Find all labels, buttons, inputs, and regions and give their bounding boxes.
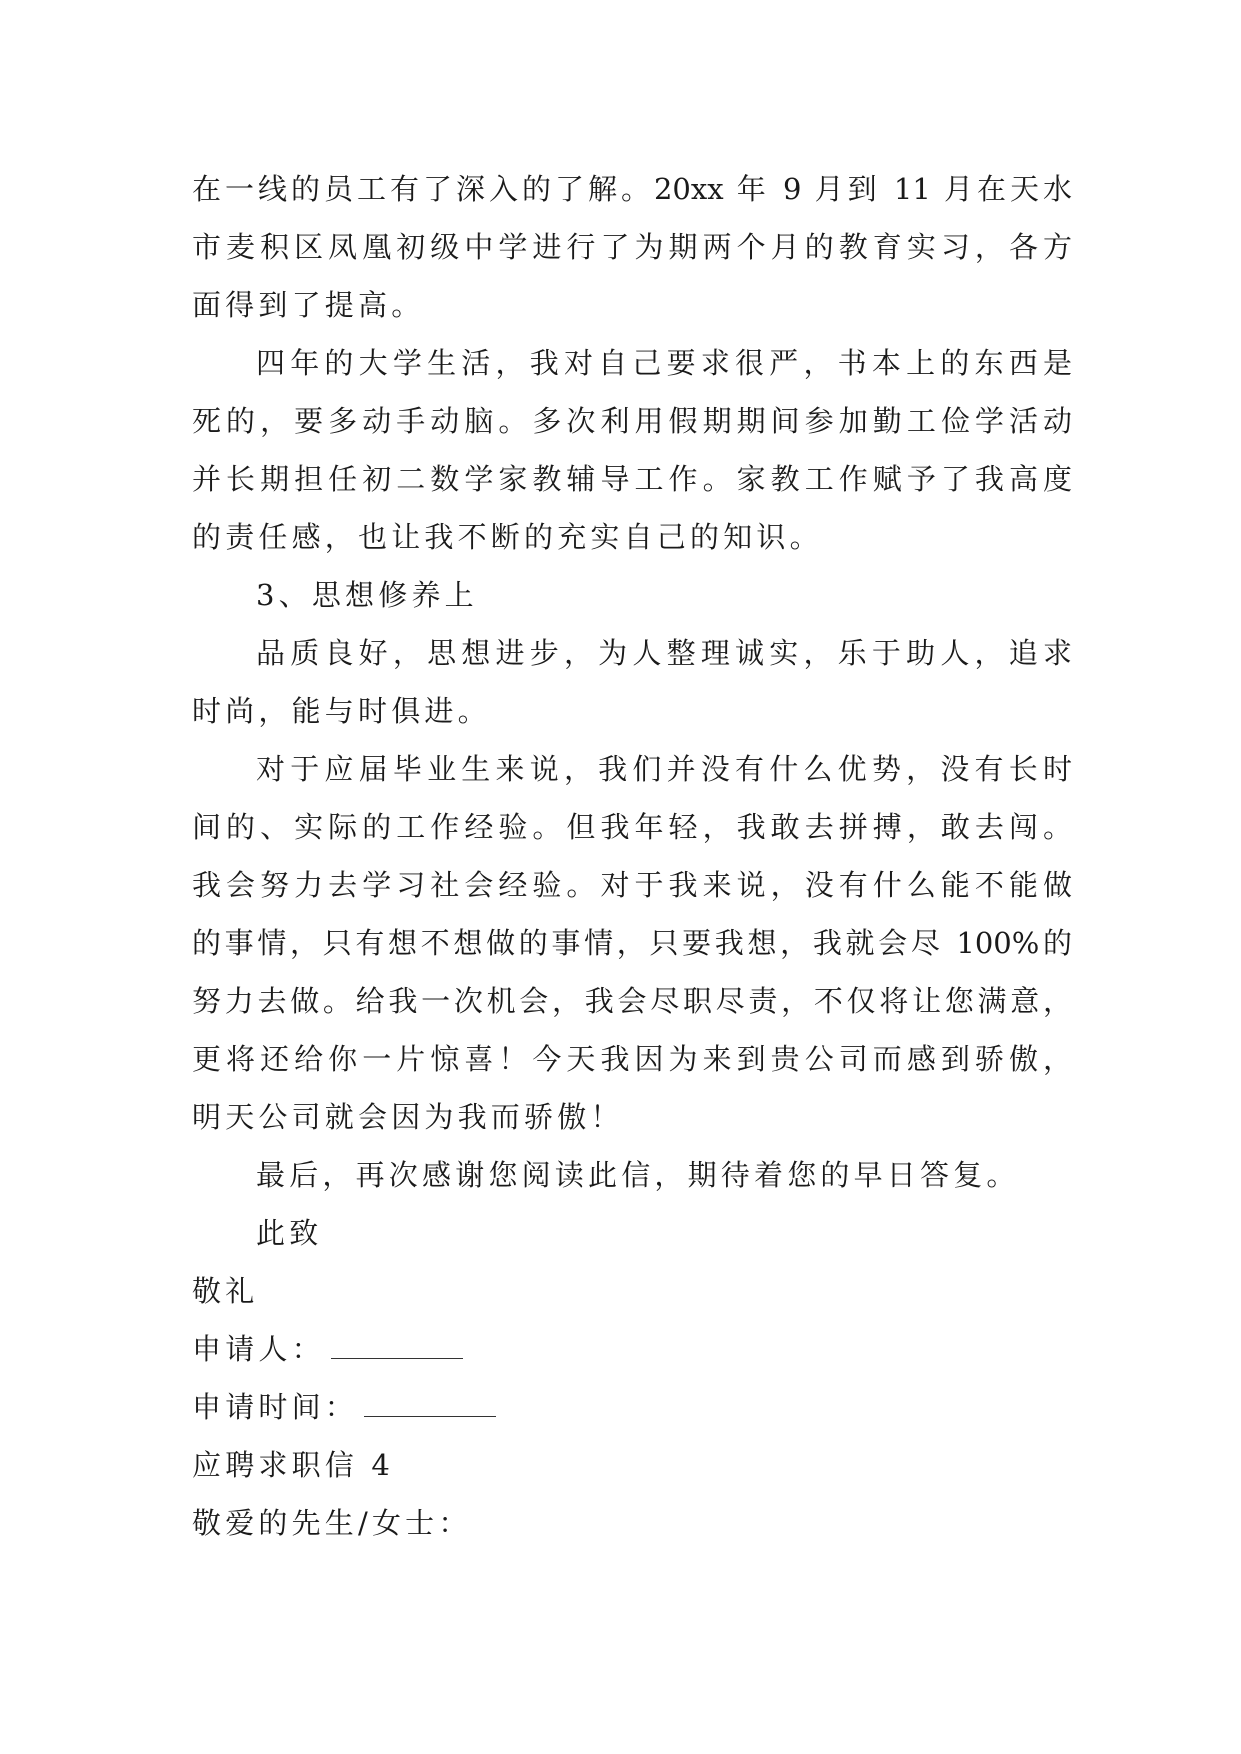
paragraph-line: 明天公司就会因为我而骄傲！ — [192, 1100, 624, 1134]
paragraph-line: 的责任感，也让我不断的充实自己的知识。 — [192, 520, 823, 554]
paragraph-line: 品质良好，思想进步，为人整理诚实，乐于助人，追求 — [256, 636, 1072, 670]
paragraph-line: 的事情，只有想不想做的事情，只要我想，我就会尽 100%的 — [192, 926, 1072, 960]
paragraph-line: 更将还给你一片惊喜！今天我因为来到贵公司而感到骄傲， — [192, 1042, 1072, 1076]
paragraph-line: 对于应届毕业生来说，我们并没有什么优势，没有长时 — [256, 752, 1072, 786]
paragraph-line: 并长期担任初二数学家教辅导工作。家教工作赋予了我高度 — [192, 462, 1072, 496]
applicant-blank — [331, 1338, 463, 1359]
application-date-label: 申请时间： — [192, 1390, 359, 1424]
paragraph-line: 在一线的员工有了深入的了解。20xx 年 9 月到 11 月在天水 — [192, 172, 1072, 206]
paragraph-line: 市麦积区凤凰初级中学进行了为期两个月的教育实习，各方 — [192, 230, 1072, 264]
salutation-regards: 敬礼 — [192, 1274, 259, 1308]
paragraph-line: 面得到了提高。 — [192, 288, 425, 322]
salutation-close: 此致 — [256, 1216, 323, 1250]
paragraph-line: 时尚，能与时俱进。 — [192, 694, 491, 728]
applicant-line — [192, 1320, 1072, 1378]
paragraph-line: 间的、实际的工作经验。但我年轻，我敢去拼搏，敢去闯。 — [192, 810, 1072, 844]
application-date-blank — [364, 1396, 496, 1417]
letter-title: 应聘求职信 4 — [192, 1448, 395, 1482]
section-heading: 3、思想修养上 — [256, 578, 478, 612]
paragraph-line: 死的，要多动手动脑。多次利用假期期间参加勤工俭学活动 — [192, 404, 1072, 438]
applicant-label: 申请人： — [192, 1332, 325, 1366]
document-body — [192, 160, 1072, 1552]
letter-greeting: 敬爱的先生/女士： — [192, 1506, 472, 1540]
closing-line: 最后，再次感谢您阅读此信，期待着您的早日答复。 — [256, 1158, 1020, 1192]
paragraph-line: 四年的大学生活，我对自己要求很严，书本上的东西是 — [256, 346, 1072, 380]
paragraph-line: 我会努力去学习社会经验。对于我来说，没有什么能不能做 — [192, 868, 1072, 902]
application-date-line — [192, 1378, 1072, 1436]
paragraph-line: 努力去做。给我一次机会，我会尽职尽责，不仅将让您满意， — [192, 984, 1072, 1018]
